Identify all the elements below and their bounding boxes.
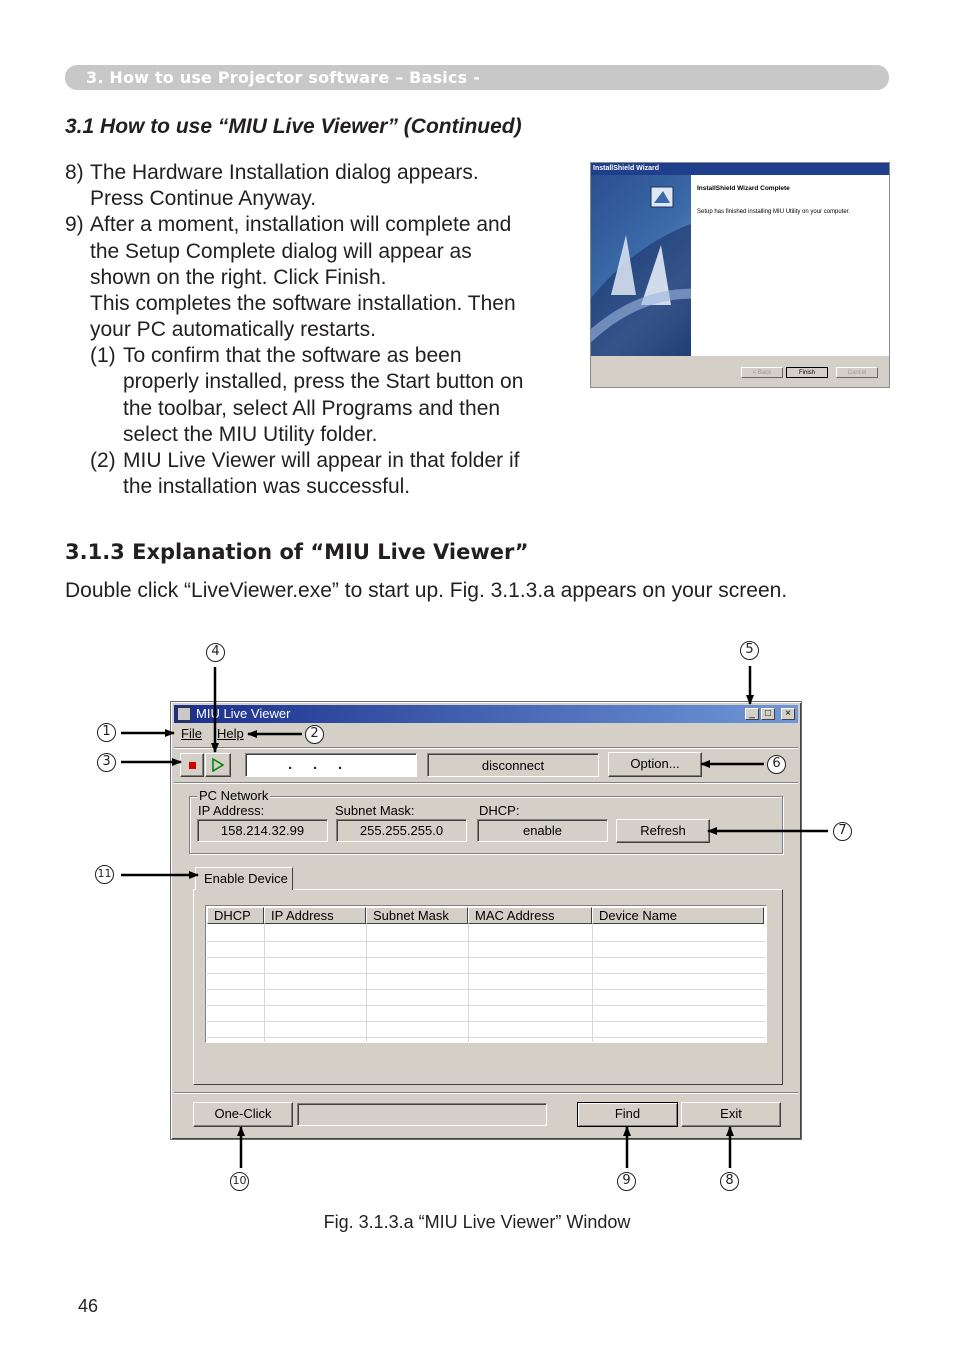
chapter-header: 3. How to use Projector software – Basics -	[86, 68, 480, 87]
callout-6: 6	[767, 755, 786, 774]
find-button[interactable]: Find	[577, 1102, 678, 1127]
page-number: 46	[78, 1296, 99, 1316]
ip-address-value: 158.214.32.99	[220, 823, 305, 838]
substep-1-line-4: select the MIU Utility folder.	[123, 423, 378, 446]
exit-button[interactable]: Exit	[681, 1102, 781, 1127]
column-subnet-mask[interactable]: Subnet Mask	[366, 907, 468, 924]
subnet-mask-label: Subnet Mask:	[335, 803, 415, 818]
step-9-line-3: shown on the right. Click Finish.	[90, 266, 387, 289]
ip-address-dots: . . .	[288, 756, 343, 773]
maximize-icon[interactable]: □	[761, 708, 775, 720]
step-8-line-2: Press Continue Anyway.	[90, 187, 317, 210]
refresh-button[interactable]: Refresh	[616, 819, 710, 843]
wizard-finish-button[interactable]: Finish	[786, 367, 828, 378]
step-9-line-5: your PC automatically restarts.	[90, 318, 376, 341]
column-device-name[interactable]: Device Name	[592, 907, 764, 924]
menu-file[interactable]: File	[181, 726, 202, 741]
section-title: 3.1 How to use “MIU Live Viewer” (Continued)	[65, 115, 522, 138]
figure-caption: Fig. 3.1.3.a “MIU Live Viewer” Window	[323, 1212, 631, 1232]
menu-help[interactable]: Help	[217, 726, 244, 741]
callout-7: 7	[833, 822, 852, 841]
subnet-mask-value: 255.255.255.0	[359, 823, 444, 838]
column-dhcp[interactable]: DHCP	[207, 907, 264, 924]
callout-5: 5	[740, 641, 759, 660]
column-mac-address[interactable]: MAC Address	[468, 907, 592, 924]
callout-10: 10	[230, 1172, 249, 1191]
step-9-line-1: After a moment, installation will complete and	[90, 213, 512, 236]
callout-3: 3	[97, 753, 116, 772]
substep-1-line-1: To confirm that the software as been	[123, 344, 462, 367]
substep-1-line-2: properly installed, press the Start button on	[123, 370, 524, 393]
callout-11: 11	[95, 865, 114, 884]
substep-1-line-3: the toolbar, select All Programs and then	[123, 397, 501, 420]
callout-8: 8	[720, 1172, 739, 1191]
tab-enable-device[interactable]: Enable Device	[195, 867, 293, 890]
close-icon[interactable]: ×	[781, 708, 795, 720]
substep-2-line-2: the installation was successful.	[123, 475, 411, 498]
column-ip-address[interactable]: IP Address	[264, 907, 366, 924]
dhcp-value: enable	[522, 823, 563, 838]
pc-network-label: PC Network	[199, 788, 269, 803]
wizard-back-button[interactable]: < Back	[741, 367, 783, 378]
dhcp-label: DHCP:	[479, 803, 520, 818]
step-9-line-2: the Setup Complete dialog will appear as	[90, 240, 472, 263]
wizard-heading: InstallShield Wizard Complete	[697, 185, 790, 192]
subsection-title: 3.1.3 Explanation of “MIU Live Viewer”	[65, 540, 529, 564]
intro-text: Double click “LiveViewer.exe” to start up. Fig. 3.1.3.a appears on your screen.	[65, 579, 788, 602]
step-9-number: 9)	[65, 213, 84, 236]
step-8-number: 8)	[65, 161, 84, 184]
substep-2-line-1: MIU Live Viewer will appear in that folder if	[123, 449, 520, 472]
wizard-title-bar: InstallShield Wizard	[591, 163, 889, 175]
wizard-cancel-button[interactable]: Cancel	[836, 367, 878, 378]
substep-1-number: (1)	[90, 344, 116, 367]
substep-2-number: (2)	[90, 449, 116, 472]
window-title: MIU Live Viewer	[196, 706, 291, 721]
option-button[interactable]: Option...	[608, 752, 702, 777]
ip-address-label: IP Address:	[198, 803, 265, 818]
step-9-line-4: This completes the software installation. Then	[90, 292, 516, 315]
callout-4: 4	[206, 643, 225, 662]
callout-1: 1	[97, 723, 116, 742]
callout-9: 9	[617, 1172, 636, 1191]
callout-2: 2	[305, 725, 324, 744]
minimize-icon[interactable]: _	[745, 708, 759, 720]
connection-status-text: disconnect	[481, 758, 545, 773]
wizard-message: Setup has finished installing MIU Utility on your computer.	[697, 209, 851, 215]
step-8-line-1: The Hardware Installation dialog appears.	[90, 161, 479, 184]
one-click-button[interactable]: One-Click	[193, 1102, 293, 1127]
